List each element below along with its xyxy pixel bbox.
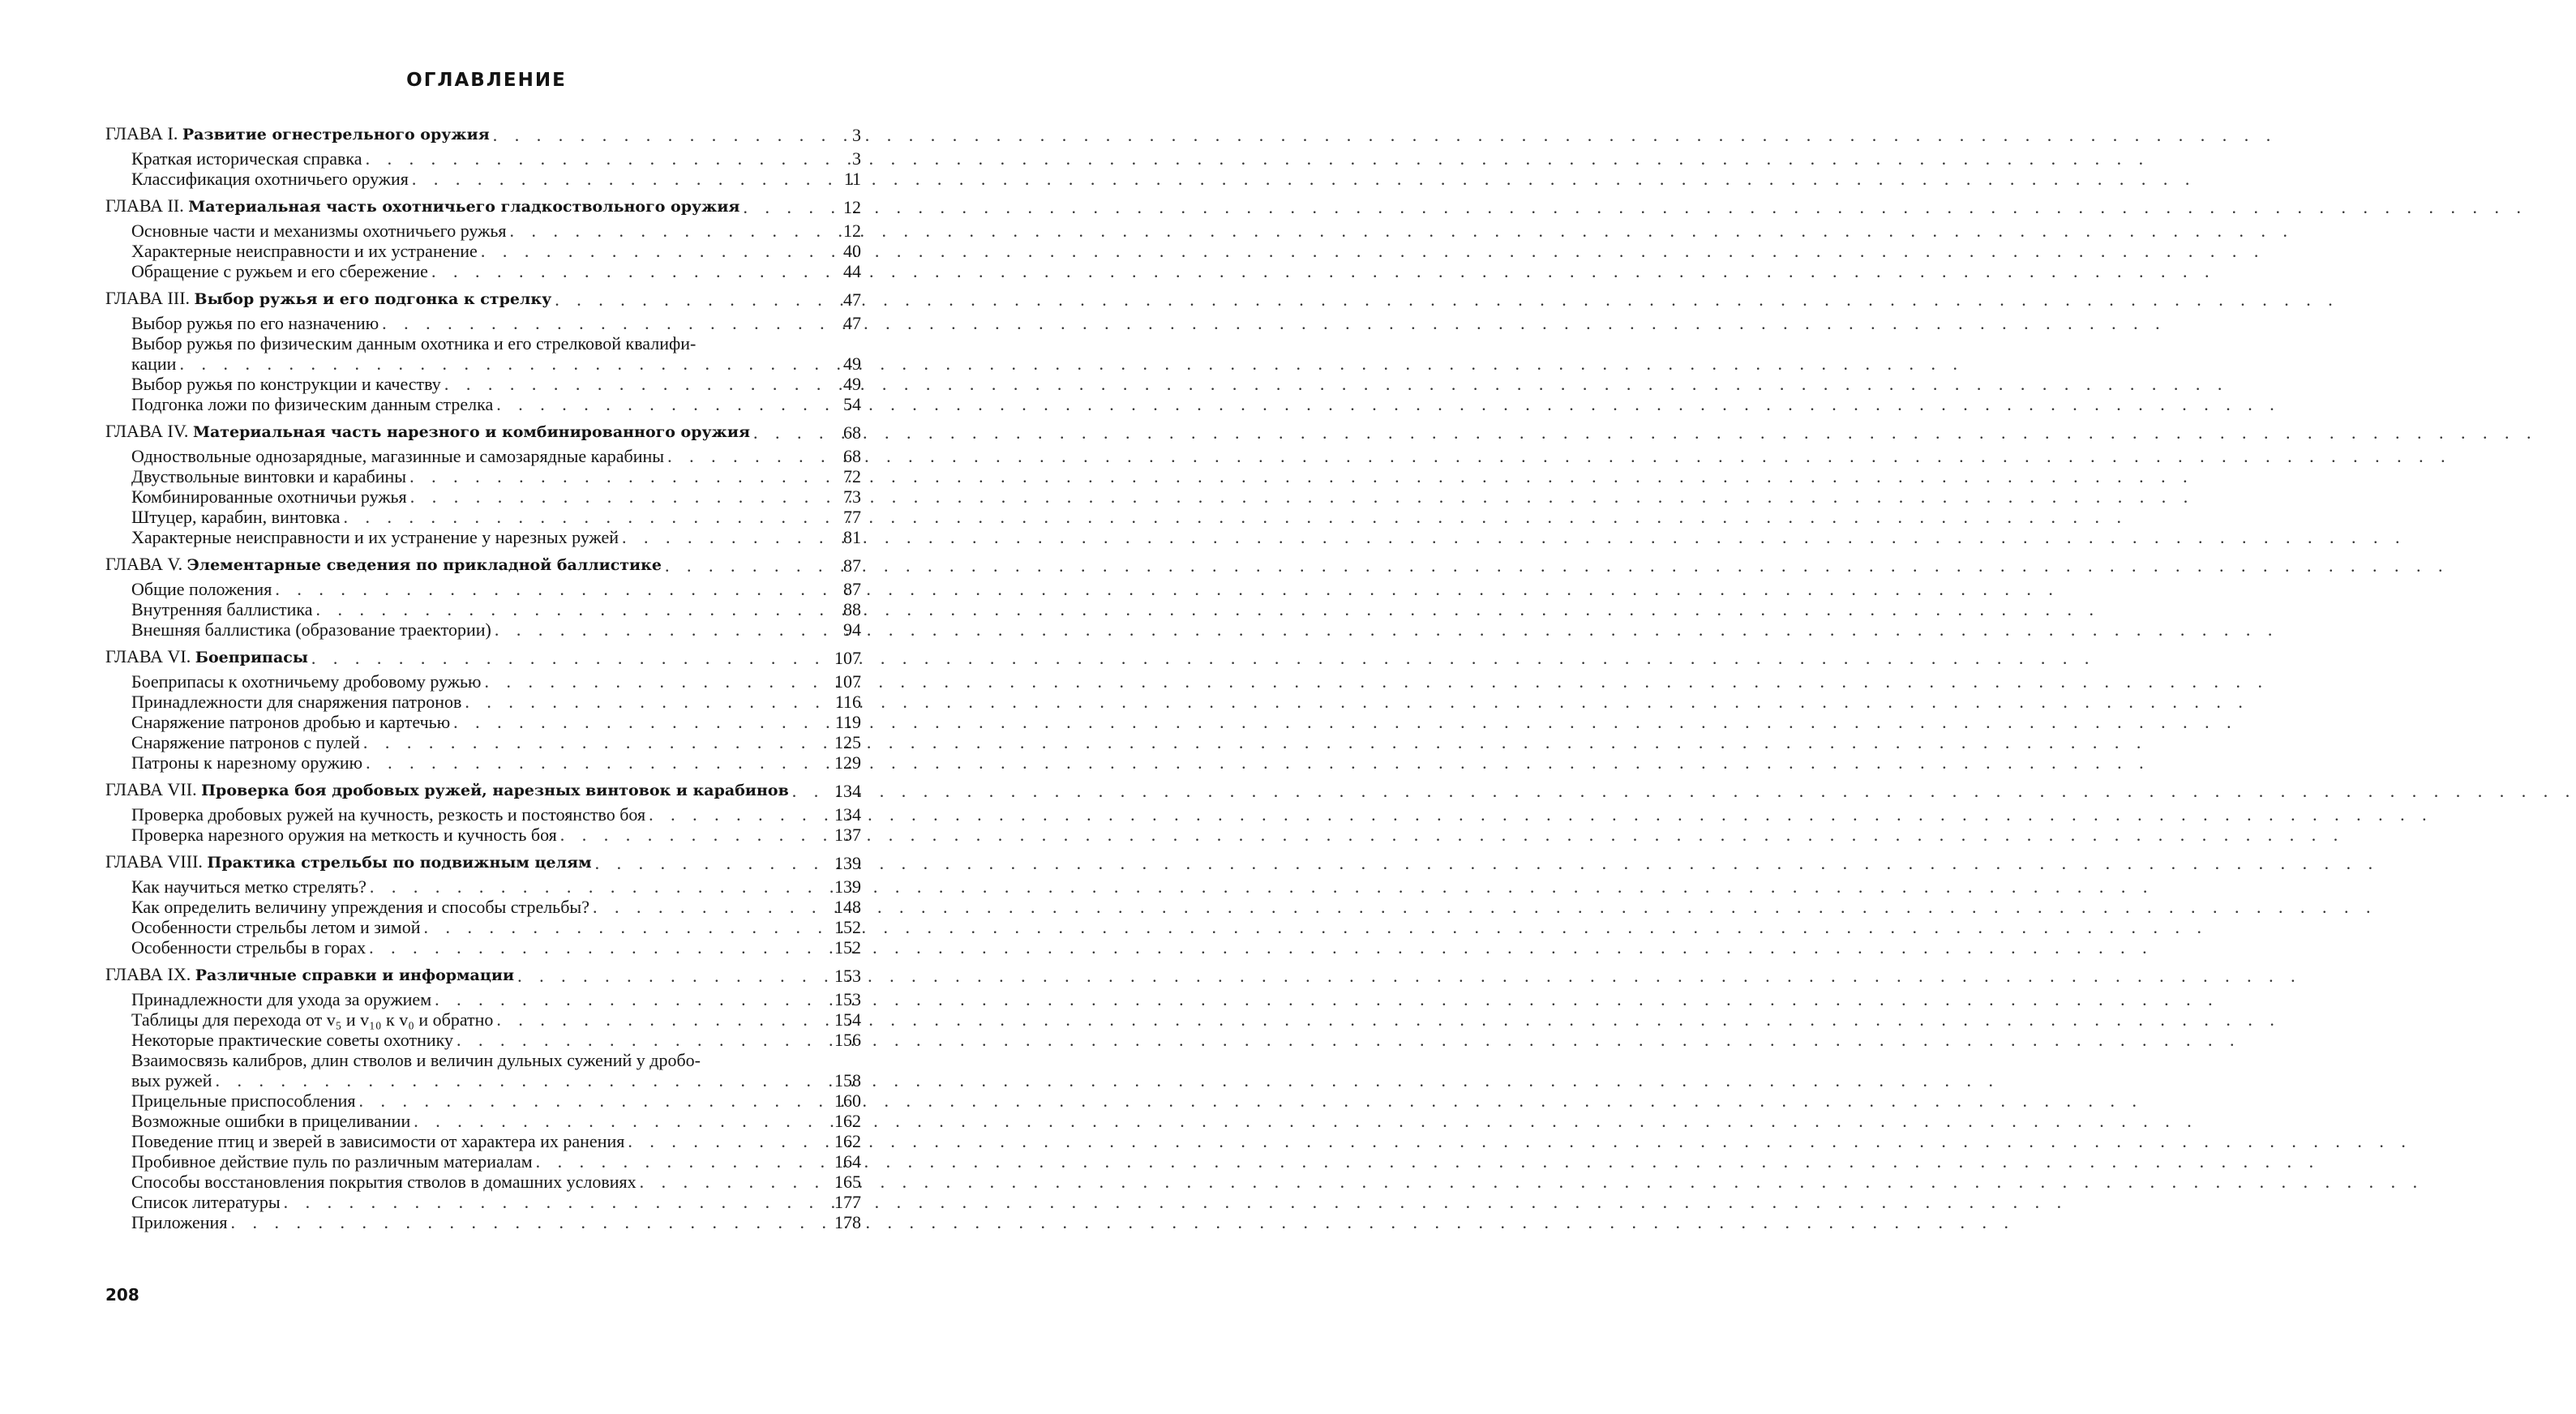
toc-entry-text: Общие положения — [131, 579, 272, 599]
chapter-title: Проверка боя дробовых ружей, нарезных винтовок и карабинов — [201, 782, 789, 799]
toc-entry-text: Выбор ружья по физическим данным охотника и его стрелковой квалифи- — [131, 333, 697, 354]
dot-leader — [753, 422, 837, 443]
toc-entry — [105, 937, 861, 958]
chapter-heading — [105, 123, 861, 145]
chapter-block — [105, 554, 861, 640]
toc-entry — [105, 732, 861, 752]
toc-entry-page-number: 87 — [843, 579, 861, 599]
toc-entry-page-number: 77 — [843, 507, 861, 527]
toc-entry-page-number: 165 — [834, 1172, 861, 1192]
toc-entry-page-number: 158 — [834, 1070, 861, 1090]
dot-leader — [509, 221, 837, 241]
chapter-heading — [105, 964, 861, 986]
toc-entry-text: Поведение птиц и зверей в зависимости от характера их ранения — [131, 1131, 625, 1151]
chapter-title: Материальная часть охотничьего гладкоствольного оружия — [188, 198, 740, 216]
dot-leader — [622, 527, 837, 547]
toc-entry-text: Приложения — [131, 1212, 228, 1232]
dot-leader — [595, 853, 831, 873]
chapter-heading-text — [105, 195, 739, 217]
dot-leader — [412, 169, 837, 189]
dot-leader — [409, 466, 837, 486]
dot-leader — [179, 354, 837, 374]
toc-entry-text: Выбор ружья по конструкции и качеству — [131, 374, 441, 394]
chapter-title: Практика стрельбы по подвижным целям — [207, 854, 592, 872]
toc-entry-text: Особенности стрельбы летом и зимой — [131, 917, 421, 937]
toc-entry-page-number: 49 — [843, 374, 861, 394]
toc-entry — [105, 876, 861, 897]
toc-entry — [105, 333, 861, 354]
toc-entry — [105, 989, 861, 1009]
chapter-page-number: 47 — [843, 289, 861, 310]
dot-leader — [649, 804, 831, 825]
toc-entry-text: Классификация охотничьего оружия — [131, 169, 409, 189]
chapter-block — [105, 779, 861, 845]
toc-entry-text: Проверка нарезного оружия на меткость и кучность боя — [131, 825, 557, 845]
chapter-block — [105, 646, 861, 773]
chapter-page-number: 139 — [834, 853, 861, 873]
toc-entry-text: Боеприпасы к охотничьему дробовому ружью — [131, 671, 482, 692]
toc-entry — [105, 241, 861, 261]
toc-entry-page-number: 162 — [834, 1111, 861, 1131]
toc-entry — [105, 579, 861, 599]
toc-entry-page-number: 148 — [834, 897, 861, 917]
toc-entry-text: Список литературы — [131, 1192, 281, 1212]
dot-leader — [343, 507, 837, 527]
toc-entry — [105, 692, 861, 712]
chapter-heading — [105, 851, 861, 873]
toc-entry-page-number: 81 — [843, 527, 861, 547]
toc-entry-page-number: 44 — [843, 261, 861, 281]
chapter-heading — [105, 554, 861, 576]
toc-entry-text: кации — [131, 354, 177, 374]
toc-entry — [105, 261, 861, 281]
toc-entry-page-number: 162 — [834, 1131, 861, 1151]
toc-entry-text: Принадлежности для снаряжения патронов — [131, 692, 462, 712]
dot-leader — [743, 197, 837, 217]
toc-entry-text: Прицельные приспособления — [131, 1090, 356, 1111]
chapter-block — [105, 123, 861, 189]
toc-entry-page-number: 129 — [834, 752, 861, 773]
toc-entry — [105, 446, 861, 466]
dot-leader — [230, 1212, 831, 1232]
toc-entry-page-number: 47 — [843, 313, 861, 333]
chapter-block — [105, 421, 861, 547]
chapter-heading-text — [105, 851, 592, 873]
toc-entry — [105, 1151, 861, 1172]
chapter-heading — [105, 421, 861, 443]
toc-entry-page-number: 160 — [834, 1090, 861, 1111]
toc-entry — [105, 1212, 861, 1232]
dot-leader — [444, 374, 837, 394]
toc-entry — [105, 1030, 861, 1050]
chapter-block — [105, 288, 861, 414]
toc-entry — [105, 752, 861, 773]
chapter-label: ГЛАВА III. — [105, 288, 191, 308]
dot-leader — [496, 1009, 831, 1030]
dot-leader — [493, 125, 837, 145]
toc-entry-text: Пробивное действие пуль по различным материалам — [131, 1151, 533, 1172]
toc-entry-page-number: 94 — [843, 619, 861, 640]
toc-entry-text: Штуцер, карабин, винтовка — [131, 507, 341, 527]
chapter-heading-text — [105, 779, 789, 801]
chapter-title: Развитие огнестрельного оружия — [182, 126, 490, 144]
chapter-heading-text — [105, 123, 490, 145]
toc-entry-text: вых ружей — [131, 1070, 212, 1090]
toc-entry-page-number: 152 — [834, 917, 861, 937]
toc-entry — [105, 354, 861, 374]
toc-entry-text: Внутренняя баллистика — [131, 599, 313, 619]
chapter-heading-text — [105, 646, 308, 668]
toc-entry-page-number: 68 — [843, 446, 861, 466]
toc-entry-page-number: 12 — [843, 221, 861, 241]
dot-leader — [316, 599, 837, 619]
toc-entry — [105, 507, 861, 527]
toc-entry-text: Принадлежности для ухода за оружием — [131, 989, 432, 1009]
chapter-label: ГЛАВА V. — [105, 554, 183, 574]
toc-entry-page-number: 107 — [834, 671, 861, 692]
chapter-page-number: 68 — [843, 422, 861, 443]
dot-leader — [216, 1070, 831, 1090]
dot-leader — [435, 989, 831, 1009]
chapter-block — [105, 195, 861, 281]
chapter-heading — [105, 646, 861, 668]
toc-entry — [105, 466, 861, 486]
toc-entry — [105, 148, 861, 169]
dot-leader — [465, 692, 831, 712]
toc-entry-page-number: 154 — [834, 1009, 861, 1030]
toc-entry — [105, 1070, 861, 1090]
toc-entry-page-number: 139 — [834, 876, 861, 897]
toc-entry — [105, 1192, 861, 1212]
toc-entry-text: Снаряжение патронов с пулей — [131, 732, 360, 752]
dot-leader — [481, 241, 837, 261]
toc-entry-text: Подгонка ложи по физическим данным стрелка — [131, 394, 494, 414]
dot-leader — [311, 648, 831, 668]
toc-entry — [105, 825, 861, 845]
toc-entry-page-number: 49 — [843, 354, 861, 374]
dot-leader — [423, 917, 831, 937]
toc-entry — [105, 221, 861, 241]
toc-entry — [105, 599, 861, 619]
toc-entry-text: Особенности стрельбы в горах — [131, 937, 366, 958]
toc-entry-text: Основные части и механизмы охотничьего ружья — [131, 221, 507, 241]
toc-entry-page-number: 11 — [843, 169, 861, 189]
toc-entry — [105, 1050, 861, 1070]
dot-leader — [284, 1192, 831, 1212]
dot-leader — [363, 732, 831, 752]
toc-entry-text: Снаряжение патронов дробью и картечью — [131, 712, 451, 732]
dot-leader — [536, 1151, 831, 1172]
chapter-page-number: 153 — [834, 966, 861, 986]
toc-entry-text: Возможные ошибки в прицеливании — [131, 1111, 411, 1131]
chapter-label: ГЛАВА I. — [105, 123, 178, 144]
toc-entry-text: Некоторые практические советы охотнику — [131, 1030, 454, 1050]
dot-leader — [665, 555, 837, 576]
dot-leader — [517, 966, 831, 986]
dot-leader — [496, 394, 837, 414]
chapter-page-number: 12 — [843, 197, 861, 217]
toc-entry-page-number: 153 — [834, 989, 861, 1009]
table-of-contents — [105, 123, 861, 1239]
dot-leader — [593, 897, 831, 917]
dot-leader — [640, 1172, 831, 1192]
chapter-heading — [105, 288, 861, 310]
chapter-page-number: 107 — [834, 648, 861, 668]
dot-leader — [456, 1030, 831, 1050]
dot-leader — [410, 486, 837, 507]
toc-entry-text: Одноствольные однозарядные, магазинные и самозарядные карабины — [131, 446, 665, 466]
toc-entry-page-number: 73 — [843, 486, 861, 507]
chapter-heading-text — [105, 288, 551, 310]
dot-leader — [495, 619, 837, 640]
dot-leader — [366, 148, 837, 169]
chapter-title: Выбор ружья и его подгонка к стрелку — [194, 290, 552, 308]
chapter-title: Элементарные сведения по прикладной баллистике — [186, 556, 662, 574]
chapter-heading-text — [105, 964, 514, 986]
dot-leader — [366, 752, 831, 773]
dot-leader — [431, 261, 837, 281]
toc-entry — [105, 1009, 861, 1030]
toc-entry — [105, 712, 861, 732]
chapter-heading — [105, 779, 861, 801]
toc-entry-text: Как научиться метко стрелять? — [131, 876, 366, 897]
chapter-heading-text — [105, 554, 662, 576]
toc-entry-page-number: 116 — [834, 692, 861, 712]
toc-entry-text: Краткая историческая справка — [131, 148, 362, 169]
toc-page — [0, 0, 973, 1414]
chapter-label: ГЛАВА IV. — [105, 421, 189, 441]
toc-entry — [105, 1090, 861, 1111]
chapter-label: ГЛАВА VI. — [105, 646, 191, 666]
toc-entry-text: Патроны к нарезному оружию — [131, 752, 363, 773]
toc-entry — [105, 313, 861, 333]
dot-leader — [453, 712, 832, 732]
toc-entry-text: Двуствольные винтовки и карабины — [131, 466, 407, 486]
toc-entry-page-number: 178 — [834, 1212, 861, 1232]
dot-leader — [370, 876, 831, 897]
toc-entry-text: Выбор ружья по его назначению — [131, 313, 379, 333]
toc-entry-text: Как определить величину упреждения и способы стрельбы? — [131, 897, 589, 917]
chapter-label: ГЛАВА VII. — [105, 779, 197, 799]
toc-entry-page-number: 164 — [834, 1151, 861, 1172]
chapter-block — [105, 964, 861, 1232]
toc-entry — [105, 527, 861, 547]
chapter-label: ГЛАВА II. — [105, 195, 184, 216]
chapter-page-number: 3 — [852, 125, 861, 145]
chapter-block — [105, 851, 861, 958]
toc-entry — [105, 374, 861, 394]
chapter-title: Материальная часть нарезного и комбинированного оружия — [192, 423, 750, 441]
toc-entry-page-number: 125 — [834, 732, 861, 752]
toc-entry-page-number: 134 — [834, 804, 861, 825]
chapter-title: Боеприпасы — [195, 649, 308, 666]
dot-leader — [414, 1111, 831, 1131]
page-title: ОГЛАВЛЕНИЕ — [406, 70, 567, 91]
dot-leader — [792, 781, 831, 801]
toc-entry — [105, 619, 861, 640]
toc-entry-page-number: 40 — [843, 241, 861, 261]
dot-leader — [628, 1131, 831, 1151]
toc-entry-page-number: 119 — [834, 712, 861, 732]
toc-entry — [105, 1172, 861, 1192]
chapter-title: Различные справки и информации — [195, 966, 515, 984]
chapter-label: ГЛАВА VIII. — [105, 851, 203, 872]
toc-entry-text: Обращение с ружьем и его сбережение — [131, 261, 428, 281]
toc-entry — [105, 486, 861, 507]
toc-entry-text: Характерные неисправности и их устранение — [131, 241, 478, 261]
toc-entry-page-number: 152 — [834, 937, 861, 958]
dot-leader — [560, 825, 831, 845]
toc-entry-text: Внешняя баллистика (образование траектории) — [131, 619, 491, 640]
toc-entry-page-number: 137 — [834, 825, 861, 845]
dot-leader — [555, 289, 837, 310]
toc-entry-page-number: 72 — [843, 466, 861, 486]
dot-leader — [358, 1090, 831, 1111]
toc-entry-page-number: 88 — [843, 599, 861, 619]
toc-entry — [105, 897, 861, 917]
toc-entry — [105, 1131, 861, 1151]
toc-entry-page-number: 3 — [852, 148, 861, 169]
toc-entry-page-number: 177 — [834, 1192, 861, 1212]
dot-leader — [369, 937, 831, 958]
dot-leader — [382, 313, 837, 333]
toc-entry-text: Таблицы для перехода от v₅ и v₁₀ к v₀ и обратно — [131, 1009, 494, 1030]
toc-entry — [105, 804, 861, 825]
toc-entry-text: Проверка дробовых ружей на кучность, резкость и постоянство боя — [131, 804, 646, 825]
toc-entry — [105, 394, 861, 414]
chapter-page-number: 134 — [834, 781, 861, 801]
toc-entry-text: Характерные неисправности и их устранение у нарезных ружей — [131, 527, 619, 547]
toc-entry — [105, 169, 861, 189]
dot-leader — [275, 579, 837, 599]
dot-leader — [667, 446, 837, 466]
toc-entry-text: Взаимосвязь калибров, длин стволов и величин дульных сужений у дробо- — [131, 1050, 701, 1070]
toc-entry-page-number: 54 — [843, 394, 861, 414]
chapter-heading — [105, 195, 861, 217]
toc-entry — [105, 671, 861, 692]
page-number: 208 — [105, 1285, 139, 1305]
toc-entry — [105, 1111, 861, 1131]
toc-entry-text: Способы восстановления покрытия стволов в домашних условиях — [131, 1172, 636, 1192]
chapter-page-number: 87 — [843, 555, 861, 576]
toc-entry-text: Комбинированные охотничьи ружья — [131, 486, 407, 507]
chapter-heading-text — [105, 421, 750, 443]
toc-entry-page-number: 156 — [834, 1030, 861, 1050]
toc-entry — [105, 917, 861, 937]
chapter-label: ГЛАВА IX. — [105, 964, 191, 984]
dot-leader — [484, 671, 831, 692]
